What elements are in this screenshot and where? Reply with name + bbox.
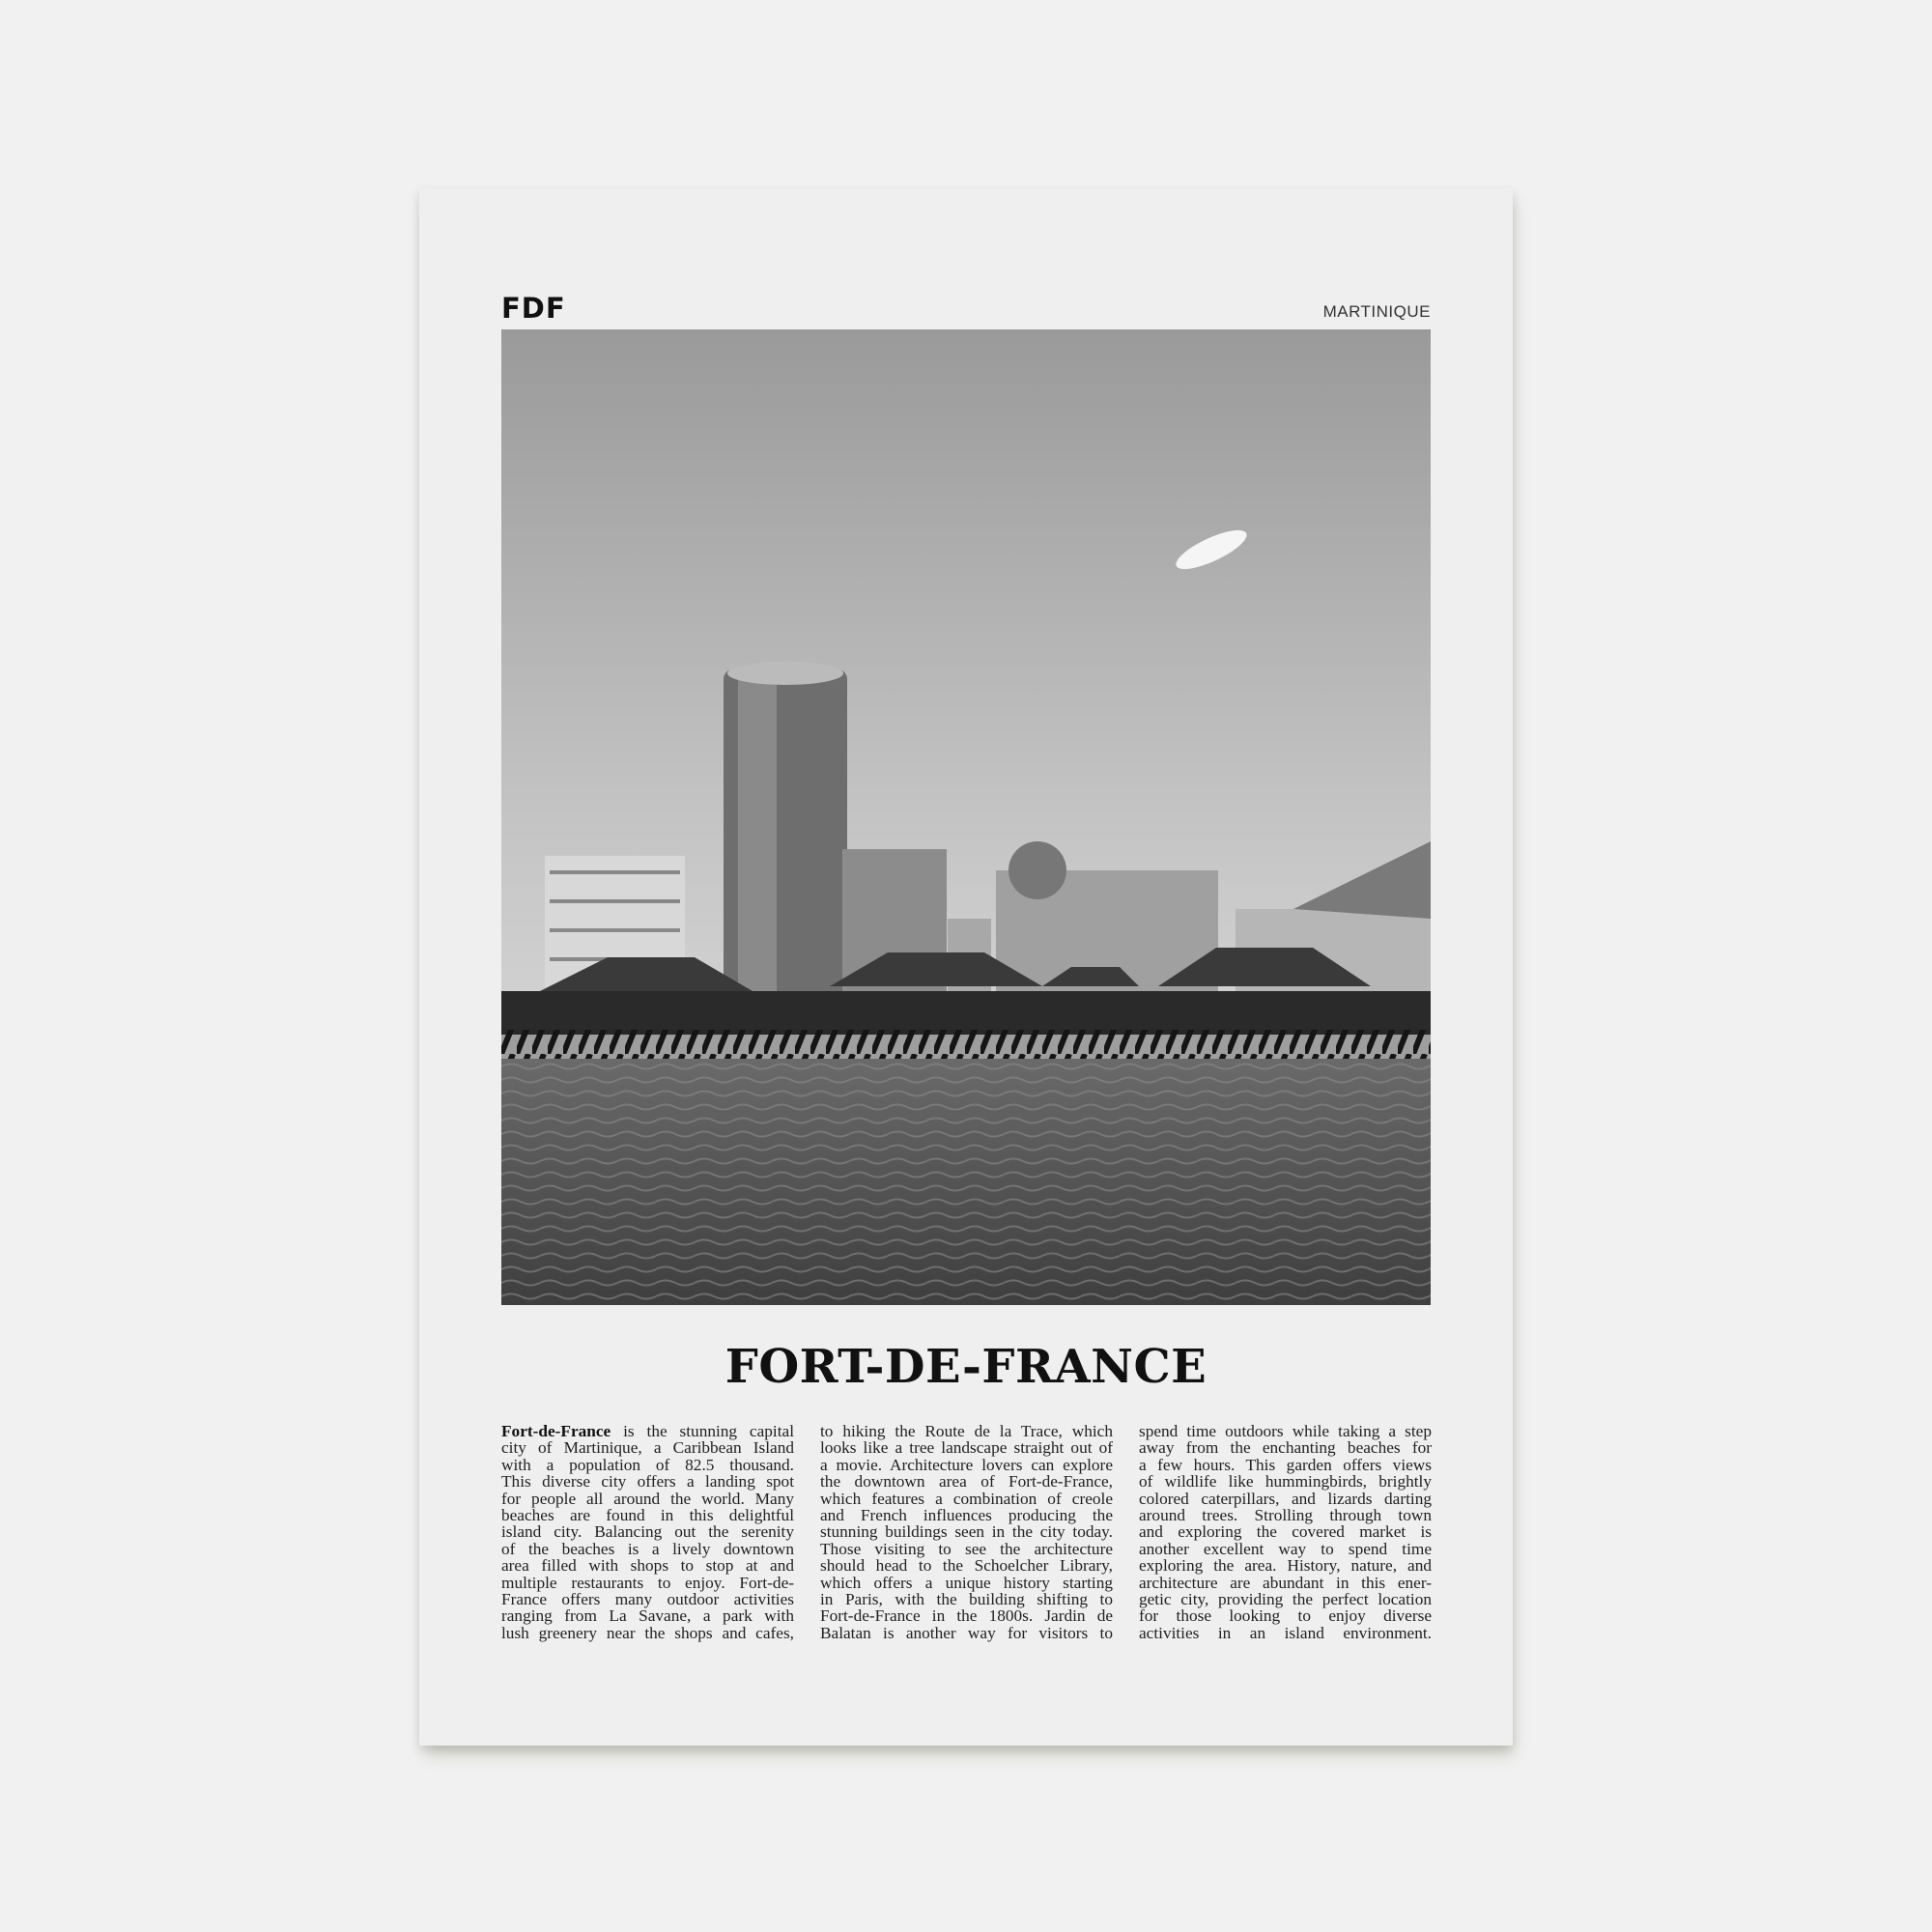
text-line: activities in an island environment. — [1139, 1623, 1432, 1642]
text-line: in Paris, with the building shifting to — [820, 1589, 1113, 1608]
text-line: for those looking to enjoy diverse — [1139, 1606, 1432, 1626]
text-line: of wildlife like hummingbirds, brightly — [1139, 1472, 1432, 1492]
text-line: for people all around the world. Many — [501, 1489, 794, 1508]
description-column-2 — [820, 1423, 1113, 1641]
waterfront-photo-illustration — [501, 329, 1431, 1305]
poster-title: FORT-DE-FRANCE — [724, 1340, 1208, 1394]
text-line: a few hours. This garden offers views — [1139, 1455, 1432, 1474]
text-line: around trees. Strolling through town — [1139, 1505, 1432, 1524]
text-line: and exploring the covered market is — [1139, 1522, 1432, 1542]
city-name-bold: Fort-de-France — [501, 1422, 611, 1440]
text-line: multiple restaurants to enjoy. Fort-de- — [501, 1573, 794, 1592]
text-line: lush greenery near the shops and cafes, — [501, 1623, 794, 1642]
text-line: colored caterpillars, and lizards darting — [1139, 1489, 1432, 1508]
text-line: stunning buildings seen in the city today. — [820, 1522, 1113, 1542]
text-line: island city. Balancing out the serenity — [501, 1522, 794, 1542]
text-line: to hiking the Route de la Trace, which — [820, 1422, 1113, 1440]
text-line: away from the enchanting beaches for — [1139, 1438, 1432, 1458]
text-line: Fort-de-France is the stunning capital — [501, 1422, 794, 1440]
text-line: city of Martinique, a Caribbean Island — [501, 1438, 794, 1458]
text-line: another excellent way to spend time — [1139, 1539, 1432, 1558]
description-column-3 — [1139, 1423, 1432, 1641]
text-line: a movie. Architecture lovers can explore — [820, 1455, 1113, 1474]
text-line: area filled with shops to stop at and — [501, 1556, 794, 1576]
text-line: should head to the Schoelcher Library, — [820, 1556, 1113, 1576]
text-line: which features a combination of creole — [820, 1489, 1113, 1508]
text-line: France offers many outdoor activities — [501, 1589, 794, 1608]
country-label: MARTINIQUE — [1322, 302, 1431, 321]
text-line: beaches are found in this delightful — [501, 1505, 794, 1524]
city-abbreviation: FDF — [501, 292, 566, 325]
text-line: exploring the area. History, nature, and — [1139, 1556, 1432, 1576]
text-line: with a population of 82.5 thousand. — [501, 1455, 794, 1474]
text-line: Those visiting to see the architecture — [820, 1539, 1113, 1558]
text-line: This diverse city offers a landing spot — [501, 1472, 794, 1492]
text-line: looks like a tree landscape straight out of — [820, 1438, 1113, 1458]
text-line: spend time outdoors while taking a step — [1139, 1422, 1432, 1440]
description-column-1 — [501, 1423, 794, 1641]
text-line: and French influences producing the — [820, 1505, 1113, 1524]
text-line: Fort-de-France in the 1800s. Jardin de — [820, 1606, 1113, 1626]
text-line: getic city, providing the perfect location — [1139, 1589, 1432, 1608]
city-photo — [501, 329, 1431, 1305]
text-line: Balatan is another way for visitors to — [820, 1623, 1113, 1642]
text-line: the downtown area of Fort-de-France, — [820, 1472, 1113, 1492]
poster — [419, 188, 1513, 1746]
text-line: of the beaches is a lively downtown — [501, 1539, 794, 1558]
text-line: ranging from La Savane, a park with — [501, 1606, 794, 1626]
text-line: architecture are abundant in this ener- — [1139, 1573, 1432, 1592]
text-line: which offers a unique history starting — [820, 1573, 1113, 1592]
